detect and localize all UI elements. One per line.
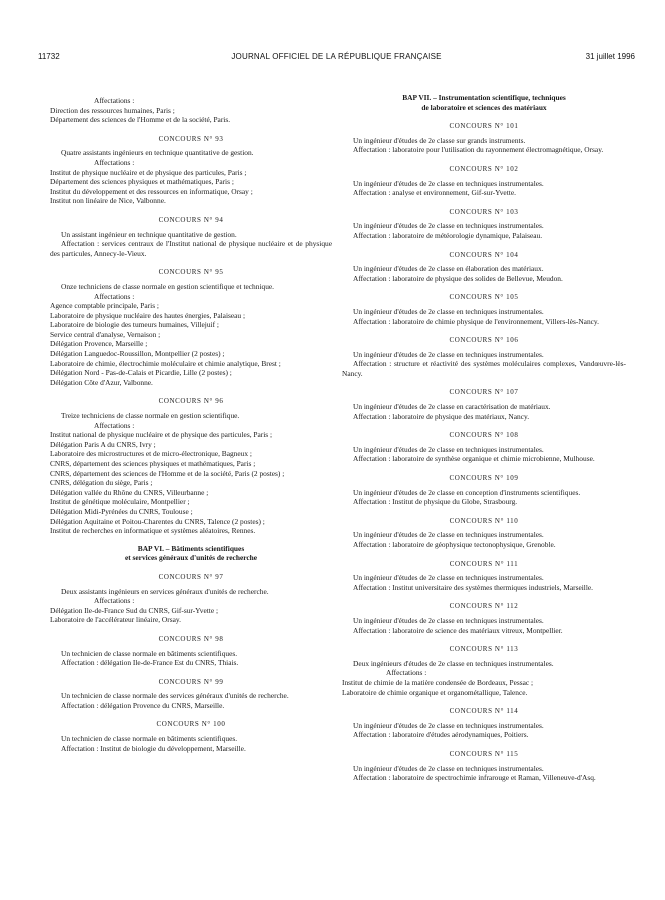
affectation-entry: Délégation Aquitaine et Poitou-Charentes du CNRS, Talence (2 postes) ; — [50, 516, 265, 526]
paragraph: Affectation : laboratoire de physique des matériaux, Nancy. — [353, 411, 530, 421]
affectation-entry: Délégation vallée du Rhône du CNRS, Villeurbanne ; — [50, 487, 209, 497]
paragraph: Affectation : Institut de physique du Globe, Strasbourg. — [353, 497, 518, 507]
affectation-entry: Laboratoire de physique nucléaire des hautes énergies, Palaiseau ; — [50, 310, 246, 320]
section-heading-line: de laboratoire et sciences des matériaux — [421, 102, 547, 112]
affectation-entry: Laboratoire de biologie des tumeurs humaines, Villejuif ; — [50, 320, 219, 330]
paragraph: Un ingénieur d'études de 2e classe en conception d'instruments scientifiques. — [353, 487, 581, 497]
paragraph: Un ingénieur d'études de 2e classe en techniques instrumentales. — [353, 530, 544, 540]
concours-heading: CONCOURS N° 104 — [449, 250, 519, 259]
affectation-entry: CNRS, délégation du siège, Paris ; — [50, 478, 153, 488]
paragraph: Onze techniciens de classe normale en gestion scientifique et technique. — [61, 281, 275, 291]
paragraph: Un ingénieur d'études de 2e classe en techniques instrumentales. — [353, 444, 544, 454]
affectation-entry: Institut de génétique moléculaire, Montpellier ; — [50, 497, 190, 507]
paragraph: Deux assistants ingénieurs en services généraux d'unités de recherche. — [61, 586, 269, 596]
paragraph: Affectation : laboratoire pour l'utilisation du rayonnement électromagnétique, Orsay. — [353, 145, 604, 155]
affectation-entry: Direction des ressources humaines, Paris ; — [50, 105, 175, 115]
affectation-entry: Institut de recherches en informatique et systèmes aléatoires, Rennes. — [50, 526, 256, 536]
concours-heading: CONCOURS N° 112 — [449, 602, 519, 611]
affectation-entry: Laboratoire de chimie, électrochimie moléculaire et chimie analytique, Brest ; — [50, 358, 281, 368]
paragraph: Un ingénieur d'études de 2e classe en techniques instrumentales. — [353, 349, 544, 359]
concours-heading: CONCOURS N° 103 — [449, 207, 519, 216]
concours-heading: CONCOURS N° 113 — [449, 645, 519, 654]
paragraph: Un ingénieur d'études de 2e classe en techniques instrumentales. — [353, 615, 544, 625]
section-heading — [342, 93, 626, 112]
concours-heading: CONCOURS N° 115 — [449, 749, 519, 758]
affectation-entry: CNRS, département des sciences physiques et mathématiques, Paris ; — [50, 459, 256, 468]
paragraph: Un ingénieur d'études de 2e classe en techniques instrumentales. — [353, 178, 544, 188]
affectation-entry: Délégation Paris A du CNRS, Ivry ; — [50, 439, 156, 449]
affectation-entry: Laboratoire de l'accélérateur linéaire, Orsay. — [50, 615, 181, 625]
affectation-entry: Agence comptable principale, Paris ; — [50, 301, 159, 311]
affectation-entry: Institut du développement et des ressources en informatique, Orsay ; — [50, 186, 253, 196]
paragraph: Un ingénieur d'études de 2e classe en techniques instrumentales. — [353, 573, 544, 583]
affectation-entry: Département des sciences de l'Homme et de la société, Paris. — [50, 115, 231, 125]
affectation-entry: Délégation Ile-de-France Sud du CNRS, Gif-sur-Yvette ; — [50, 605, 219, 615]
paragraph: Deux ingénieurs d'études de 2e classe en techniques instrumentales. — [353, 658, 554, 668]
section-heading-line: BAP VI. – Bâtiments scientifiques — [137, 543, 245, 553]
paragraph: Affectation : délégation Provence du CNRS, Marseille. — [61, 700, 225, 710]
paragraph: Affectation : laboratoire de géophysique tectonophysique, Grenoble. — [353, 540, 556, 549]
paragraph: Treize techniciens de classe normale en gestion scientifique. — [61, 411, 240, 421]
affectations-label: Affectations : — [94, 596, 135, 606]
concours-heading: CONCOURS N° 101 — [449, 122, 519, 131]
issue-date: 31 juillet 1996 — [585, 52, 635, 61]
journal-title: JOURNAL OFFICIEL DE LA RÉPUBLIQUE FRANÇAISE — [231, 52, 442, 61]
page-header — [38, 50, 635, 64]
paragraph: Un ingénieur d'études de 2e classe en techniques instrumentales. — [353, 306, 544, 316]
affectation-entry: Institut national de physique nucléaire et de physique des particules, Paris ; — [50, 430, 273, 440]
paragraph: Affectation : analyse et environnement, Gif-sur-Yvette. — [353, 188, 516, 198]
paragraph: Affectation : laboratoire de synthèse organique et chimie microbienne, Mulhouse. — [353, 454, 595, 464]
paragraph: Un assistant ingénieur en technique quantitative de gestion. — [61, 229, 237, 239]
concours-heading: CONCOURS N° 108 — [449, 431, 519, 440]
affectations-label: Affectations : — [94, 420, 135, 430]
section-heading — [50, 544, 332, 563]
paragraph: Un ingénieur d'études de 2e classe en techniques instrumentales. — [353, 221, 544, 231]
concours-heading: CONCOURS N° 94 — [158, 215, 224, 224]
affectation-entry: Institut de physique nucléaire et de physique des particules, Paris ; — [50, 167, 247, 177]
page-number: 11732 — [38, 52, 60, 61]
affectation-entry: Délégation Languedoc-Roussillon, Montpellier (2 postes) ; — [50, 349, 225, 359]
affectation-entry: Institut de chimie de la matière condensée de Bordeaux, Pessac ; — [342, 677, 534, 687]
concours-heading: CONCOURS N° 106 — [449, 336, 519, 345]
affectation-entry: Laboratoire des microstructures et de micro-électronique, Bagneux ; — [50, 449, 252, 459]
affectation-entry: Délégation Côte d'Azur, Valbonne. — [50, 377, 153, 387]
paragraph: Quatre assistants ingénieurs en technique quantitative de gestion. — [61, 148, 254, 158]
paragraph: Affectation : laboratoire de météorologie dynamique, Palaiseau. — [353, 230, 543, 240]
concours-heading: CONCOURS N° 99 — [158, 677, 224, 686]
concours-heading: CONCOURS N° 102 — [449, 164, 519, 173]
paragraph: Affectation : services centraux de l'Institut national de physique nucléaire et de physique des particules, Annecy-le-Vieux. — [50, 239, 332, 258]
section-heading-line: BAP VII. – Instrumentation scientifique, techniques — [402, 93, 566, 102]
section-heading-line: et services généraux d'unités de recherche — [124, 553, 258, 563]
paragraph: Affectation : laboratoire de spectrochimie infrarouge et Raman, Villeneuve-d'Asq. — [353, 773, 596, 783]
right-column — [342, 93, 626, 783]
affectations-label: Affectations : — [386, 668, 427, 678]
concours-heading: CONCOURS N° 95 — [158, 268, 224, 277]
paragraph: Un ingénieur d'études de 2e classe sur grands instruments. — [353, 135, 526, 145]
affectation-entry: Délégation Nord - Pas-de-Calais et Picardie, Lille (2 postes) ; — [50, 368, 232, 378]
concours-heading: CONCOURS N° 107 — [449, 388, 519, 397]
concours-heading: CONCOURS N° 98 — [158, 634, 224, 643]
concours-heading: CONCOURS N° 97 — [158, 572, 224, 581]
paragraph: Affectation : laboratoire de physique des solides de Bellevue, Meudon. — [353, 273, 563, 283]
concours-heading: CONCOURS N° 111 — [449, 559, 519, 568]
concours-heading: CONCOURS N° 114 — [449, 707, 519, 716]
left-column — [50, 96, 332, 753]
paragraph: Affectation : délégation Ile-de-France Est du CNRS, Thiais. — [61, 658, 239, 668]
affectation-entry: Délégation Midi-Pyrénées du CNRS, Toulouse ; — [50, 506, 193, 516]
affectation-entry: Département des sciences physiques et mathématiques, Paris ; — [50, 177, 234, 187]
concours-heading: CONCOURS N° 100 — [156, 720, 226, 729]
concours-heading: CONCOURS N° 96 — [158, 397, 224, 406]
affectations-label: Affectations : — [94, 96, 135, 105]
concours-heading: CONCOURS N° 109 — [449, 474, 519, 483]
affectations-label: Affectations : — [94, 157, 135, 167]
paragraph: Affectation : laboratoire de chimie physique de l'environnement, Villers-lès-Nancy. — [353, 316, 599, 326]
paragraph: Affectation : laboratoire de science des matériaux vitreux, Montpellier. — [353, 625, 563, 635]
paragraph: Affectation : Institut universitaire des systèmes thermiques industriels, Marseille. — [353, 582, 594, 592]
paragraph: Un technicien de classe normale en bâtiments scientifiques. — [61, 734, 238, 744]
paragraph: Un ingénieur d'études de 2e classe en élaboration des matériaux. — [353, 264, 544, 274]
concours-heading: CONCOURS N° 110 — [449, 516, 519, 525]
paragraph: Affectation : Institut de biologie du développement, Marseille. — [61, 743, 246, 753]
affectation-entry: CNRS, département des sciences de l'Homme et de la société, Paris (2 postes) ; — [50, 468, 285, 478]
paragraph: Un ingénieur d'études de 2e classe en caractérisation de matériaux. — [353, 402, 551, 412]
affectation-entry: Institut non linéaire de Nice, Valbonne. — [50, 196, 166, 206]
paragraph: Un technicien de classe normale en bâtiments scientifiques. — [61, 648, 238, 658]
affectation-entry: Service central d'analyse, Vernaison ; — [50, 329, 161, 339]
affectations-label: Affectations : — [94, 291, 135, 301]
affectation-entry: Laboratoire de chimie organique et organométallique, Talence. — [342, 687, 528, 697]
concours-heading: CONCOURS N° 105 — [449, 293, 519, 302]
paragraph: Affectation : laboratoire d'études aérodynamiques, Poitiers. — [353, 730, 529, 740]
paragraph: Un technicien de classe normale des services généraux d'unités de recherche. — [61, 691, 289, 701]
affectation-entry: Délégation Provence, Marseille ; — [50, 339, 148, 349]
concours-heading: CONCOURS N° 93 — [158, 134, 224, 143]
paragraph: Un ingénieur d'études de 2e classe en techniques instrumentales. — [353, 720, 544, 730]
paragraph: Affectation : structure et réactivité des systèmes moléculaires complexes, Vandœuvre-lès-Nancy. — [342, 359, 626, 378]
paragraph: Un ingénieur d'études de 2e classe en techniques instrumentales. — [353, 763, 544, 773]
